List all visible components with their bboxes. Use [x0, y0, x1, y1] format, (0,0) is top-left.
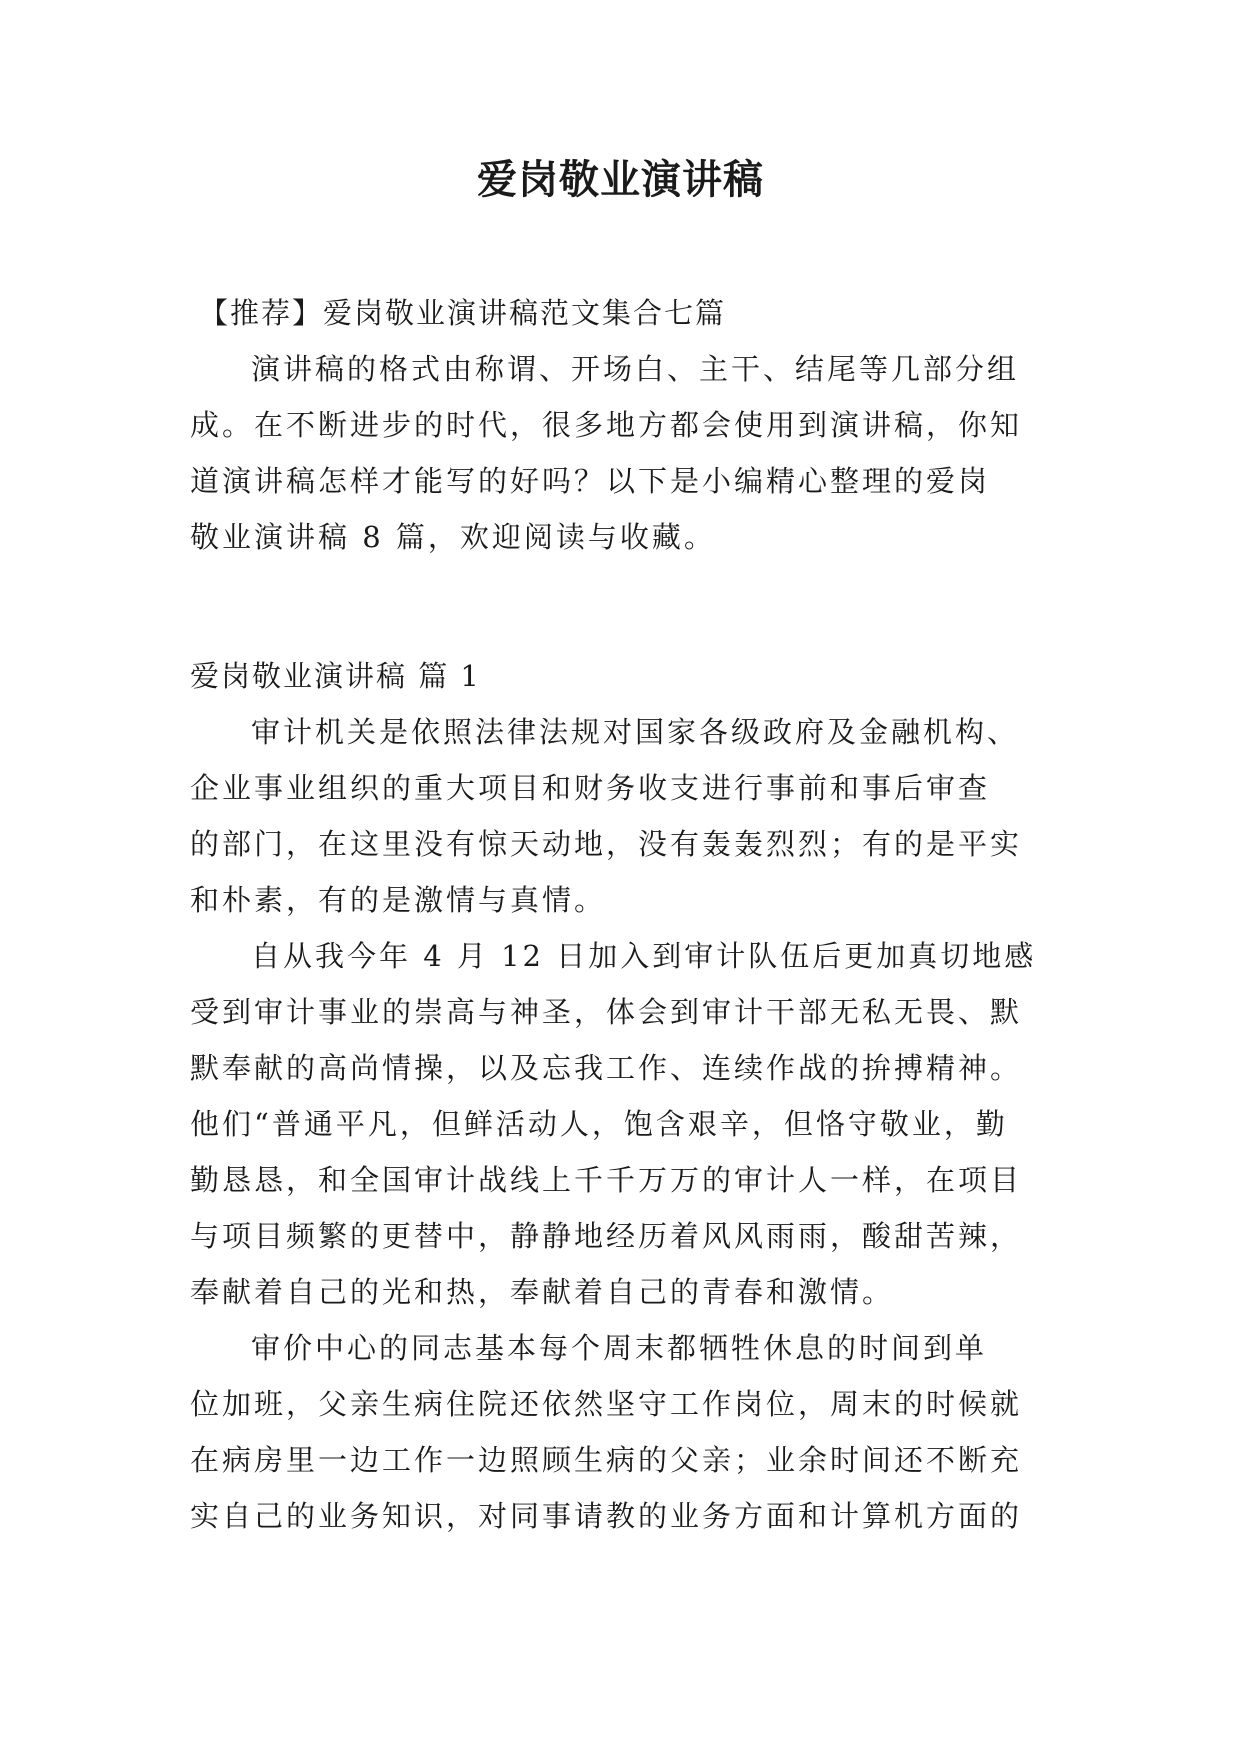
text-line: 奉献着自己的光和热，奉献着自己的青春和激情。	[190, 1275, 895, 1309]
text-line: 审计机关是依照法律法规对国家各级政府及金融机构、	[251, 715, 1020, 749]
text-line: 受到审计事业的崇高与神圣，体会到审计干部无私无畏、默	[190, 995, 1023, 1029]
text-line: 他们“普通平凡，但鲜活动人，饱含艰辛，但恪守敬业，勤	[190, 1107, 1008, 1141]
text-line: 自从我今年 4 月 12 日加入到审计队伍后更加真切地感	[251, 939, 1037, 973]
text-line: 和朴素，有的是激情与真情。	[190, 883, 607, 917]
body-paragraph	[190, 928, 1048, 1320]
text-line: 勤恳恳，和全国审计战线上千千万万的审计人一样，在项目	[190, 1163, 1023, 1197]
text-line: 位加班，父亲生病住院还依然坚守工作岗位，周末的时候就	[190, 1387, 1023, 1421]
text-line: 道演讲稿怎样才能写的好吗？以下是小编精心整理的爱岗	[190, 464, 991, 498]
text-line: 敬业演讲稿 8 篇，欢迎阅读与收藏。	[190, 520, 716, 554]
text-line: 与项目频繁的更替中，静静地经历着风风雨雨，酸甜苦辣，	[190, 1219, 1023, 1253]
intro-paragraph	[190, 341, 1048, 565]
body-paragraph	[190, 704, 1048, 928]
document-title: 爱岗敬业演讲稿	[477, 157, 764, 203]
text-line: 成。在不断进步的时代，很多地方都会使用到演讲稿，你知	[190, 408, 1023, 442]
text-line: 演讲稿的格式由称谓、开场白、主干、结尾等几部分组	[251, 352, 1020, 386]
document-subtitle: 【推荐】爱岗敬业演讲稿范文集合七篇	[199, 296, 727, 330]
body-paragraph	[190, 1320, 1048, 1544]
text-line: 审价中心的同志基本每个周末都牺牲休息的时间到单	[251, 1331, 988, 1365]
text-line: 在病房里一边工作一边照顾生病的父亲；业余时间还不断充	[190, 1443, 1023, 1477]
text-line: 实自己的业务知识，对同事请教的业务方面和计算机方面的	[190, 1499, 1023, 1533]
text-line: 企业事业组织的重大项目和财务收支进行事前和事后审查	[190, 771, 991, 805]
section-heading: 爱岗敬业演讲稿 篇 1	[190, 659, 481, 693]
text-line: 的部门，在这里没有惊天动地，没有轰轰烈烈；有的是平实	[190, 827, 1023, 861]
document-body	[190, 285, 1048, 1544]
text-line: 默奉献的高尚情操，以及忘我工作、连续作战的拚搏精神。	[190, 1051, 1023, 1085]
